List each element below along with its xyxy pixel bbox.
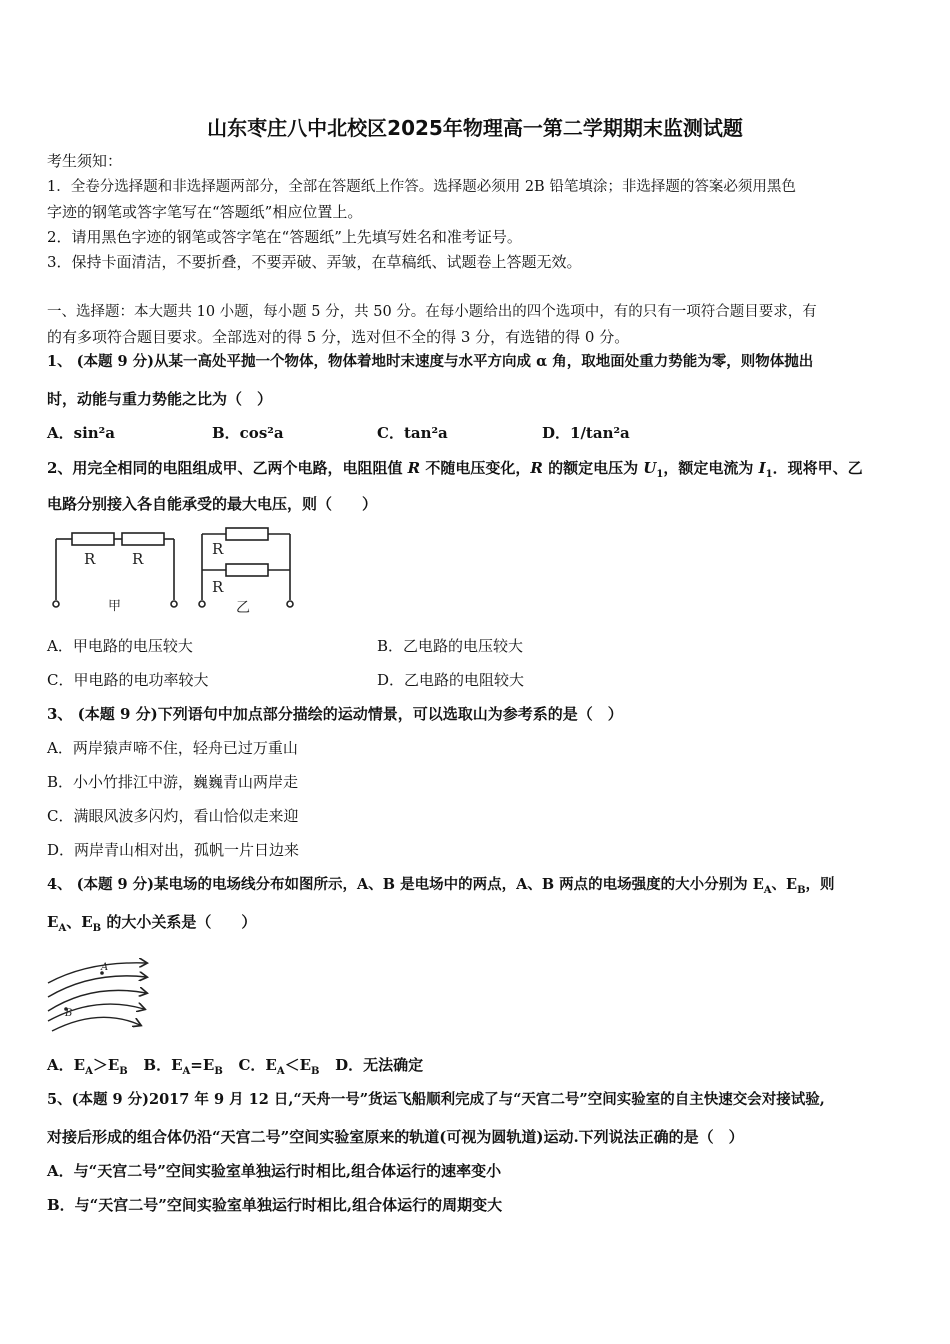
q2-fig-r-label-2: R <box>132 550 144 568</box>
notice-item-2: 2．请用黑色字迹的钢笔或答字笔在“答题纸”上先填写姓名和准考证号。 <box>47 228 522 246</box>
q2-option-d: D．乙电路的电阻较大 <box>377 671 525 689</box>
q4-option-b: B．$E_A=E_B$ <box>143 1056 223 1077</box>
section1-line1: 一、选择题：本大题共 10 小题，每小题 5 分，共 50 分。在每小题给出的四个选项中，有的只有一项符合题目要求，有 <box>47 304 817 320</box>
q4-options <box>47 1055 423 1082</box>
q4-fig-point-b: B <box>65 1008 73 1019</box>
q2-stem-line1: 2、用完全相同的电阻组成甲、乙两个电路，电阻阻值 R 不随电压变化，R 的额定电压为 $U_1$，额定电流为 $I_1$．现将甲、乙 <box>47 459 863 480</box>
section1-line2: 的有多项符合题目要求。全部选对的得 5 分，选对但不全的得 3 分，有选错的得 0 分。 <box>47 328 630 346</box>
q3-option-b: B．小小竹排江中游，巍巍青山两岸走 <box>47 773 299 791</box>
q4-stem-line1: 4、 (本题 9 分)某电场的电场线分布如图所示，A、B 是电场中的两点，A、B 两点的电场强度的大小分别为 $E_A$、$E_B$，则 <box>47 876 835 896</box>
q2-stem-line2: 电路分别接入各自能承受的最大电压，则（ ） <box>47 495 378 513</box>
q3-option-d: D．两岸青山相对出，孤帆一片日边来 <box>47 841 300 859</box>
q4-option-a: A．$E_A>E_B$ <box>47 1056 128 1077</box>
notice-heading: 考生须知： <box>47 152 123 170</box>
q1-option-d: D．1/tan²a <box>542 424 630 442</box>
q1-option-c: C．tan²a <box>377 424 448 442</box>
q5-stem-line1: 5、(本题 9 分)2017 年 9 月 12 日,“天舟一号”货运飞船顺利完成了与“天宫二号”空间实验室的自主快速交会对接试验, <box>47 1091 825 1108</box>
q1-option-a: A．sin²a <box>47 424 115 442</box>
q2-option-a: A．甲电路的电压较大 <box>47 637 193 655</box>
q5-option-b: B．与“天宫二号”空间实验室单独运行时相比,组合体运行的周期变大 <box>47 1196 503 1214</box>
q1-option-b: B．cos²a <box>212 424 284 442</box>
q3-stem: 3、 (本题 9 分)下列语句中加点部分描绘的运动情景，可以选取山为参考系的是（ ） <box>47 705 623 723</box>
q3-option-a: A．两岸猿声啼不住，轻舟已过万重山 <box>47 739 298 757</box>
notice-item-1a: 1．全卷分选择题和非选择题两部分，全部在答题纸上作答。选择题必须用 2B 铅笔填涂；非选择题的答案必须用黑色 <box>47 179 796 195</box>
q2-option-b: B．乙电路的电压较大 <box>377 637 524 655</box>
q2-fig-r-label-3: R <box>212 540 224 558</box>
q4-stem-line2: $E_A$、$E_B$ 的大小关系是（ ） <box>47 913 257 934</box>
q2-fig-r-label-1: R <box>84 550 96 568</box>
q4-option-d: D．无法确定 <box>335 1056 424 1074</box>
q2-circuit-figure <box>44 524 304 619</box>
q2-fig-yi-label: 乙 <box>236 600 250 616</box>
q3-option-c: C．满眼风波多闪灼，看山恰似走来迎 <box>47 807 299 825</box>
page-title: 山东枣庄八中北校区2025年物理高一第二学期期末监测试题 <box>207 116 743 140</box>
q1-stem-line2: 时，动能与重力势能之比为（ ） <box>47 390 273 408</box>
q2-fig-jia-label: 甲 <box>108 599 122 614</box>
q2-fig-r-label-4: R <box>212 578 224 596</box>
notice-item-3: 3．保持卡面清洁，不要折叠，不要弄破、弄皱，在草稿纸、试题卷上答题无效。 <box>47 253 582 271</box>
q2-option-c: C．甲电路的电功率较大 <box>47 671 209 689</box>
q5-option-a: A．与“天宫二号”空间实验室单独运行时相比,组合体运行的速率变小 <box>47 1162 502 1180</box>
q5-stem-line2: 对接后形成的组合体仍沿“天宫二号”空间实验室原来的轨道(可视为圆轨道)运动.下列说法正确的是（ ） <box>47 1128 744 1146</box>
q1-stem-line1: 1、 (本题 9 分)从某一高处平抛一个物体，物体着地时末速度与水平方向成 α 角，取地面处重力势能为零，则物体抛出 <box>47 353 814 370</box>
q4-fig-point-a: A <box>101 962 109 973</box>
notice-item-1b: 字迹的钢笔或答字笔写在“答题纸”相应位置上。 <box>47 203 363 221</box>
q4-option-c: C．$E_A<E_B$ <box>238 1056 320 1077</box>
q4-field-lines-figure <box>44 955 154 1035</box>
